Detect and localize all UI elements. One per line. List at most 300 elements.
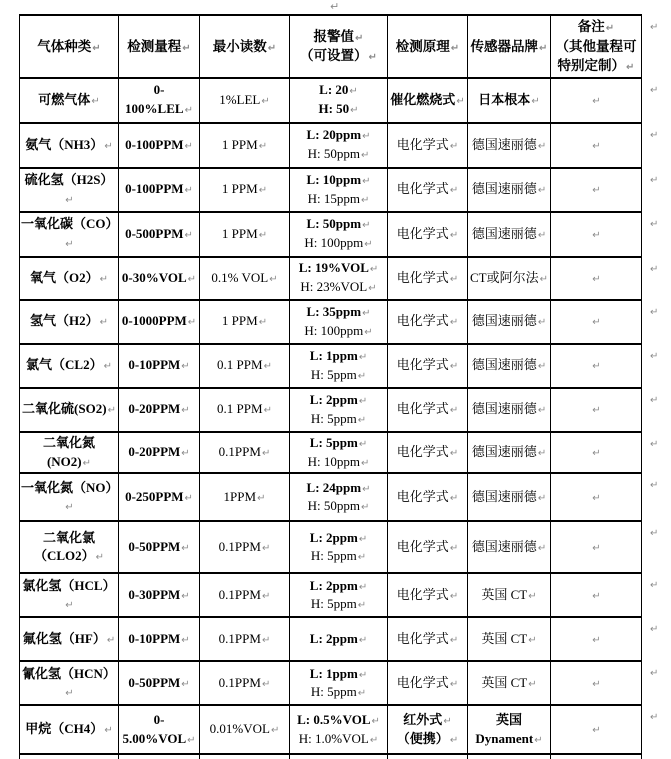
paragraph-mark-icon: ↵ — [528, 590, 537, 602]
cell-text: 德国速丽德 — [471, 313, 537, 329]
row-end-mark — [642, 257, 666, 300]
cell-text: L: 35ppm — [306, 303, 362, 319]
cell-paragraph — [469, 180, 549, 199]
paragraph-mark-icon: ↵ — [91, 95, 100, 107]
table-row — [20, 78, 666, 123]
paragraph-mark-icon: ↵ — [449, 273, 459, 285]
cell-text: 德国速丽德 — [471, 401, 537, 417]
cell-text: （可设置） — [300, 48, 368, 64]
cell-principle — [388, 432, 468, 474]
paragraph-mark-icon: ↵ — [592, 678, 601, 690]
paragraph-mark-icon: ↵ — [184, 492, 193, 504]
paragraph-mark-icon: ↵ — [592, 492, 601, 504]
cell-principle — [388, 573, 468, 617]
cell-paragraph — [21, 479, 117, 517]
table-row — [20, 257, 666, 300]
cell-paragraph — [469, 488, 549, 507]
cell-paragraph — [469, 674, 549, 693]
cell-gas — [20, 661, 119, 705]
paragraph-mark-icon: ↵ — [626, 62, 635, 74]
table-row — [20, 432, 666, 474]
paragraph-mark-icon: ↵ — [592, 185, 601, 197]
paragraph-mark-icon: ↵ — [537, 229, 547, 241]
cell-paragraph — [21, 312, 117, 331]
cell-paragraph — [389, 538, 466, 557]
cell-paragraph — [21, 356, 117, 375]
paragraph-mark-icon: ↵ — [650, 22, 659, 33]
cell-alarm — [290, 212, 388, 257]
cell-paragraph — [291, 171, 386, 190]
cell-paragraph — [291, 259, 386, 278]
cell-paragraph — [291, 46, 386, 66]
cell-range — [119, 257, 200, 300]
cell-text: 氢气（H2） — [29, 313, 99, 329]
cell-principle — [388, 521, 468, 573]
paragraph-mark-icon: ↵ — [103, 361, 112, 373]
cell-min-reading — [200, 78, 290, 123]
paragraph-mark-icon: ↵ — [358, 395, 368, 407]
table-row — [20, 705, 666, 754]
paragraph-mark-icon: ↵ — [181, 678, 190, 690]
cell-paragraph — [120, 711, 198, 749]
cell-principle — [388, 705, 468, 754]
table-row — [20, 388, 666, 432]
paragraph-mark-icon: ↵ — [650, 480, 659, 492]
cell-text: H: 23%VOL — [300, 279, 368, 295]
cell-gas — [20, 705, 119, 754]
header-principle — [388, 15, 468, 78]
paragraph-mark-icon: ↵ — [592, 634, 601, 646]
paragraph-mark-icon: ↵ — [362, 131, 371, 143]
paragraph-mark-icon: ↵ — [65, 502, 74, 514]
paragraph-mark-icon: ↵ — [261, 542, 271, 554]
paragraph-mark-icon: ↵ — [269, 273, 278, 285]
paragraph-mark-icon: ↵ — [184, 229, 193, 241]
cell-paragraph — [120, 136, 198, 155]
cell-min-reading — [200, 617, 290, 661]
cell-paragraph — [552, 180, 640, 199]
cell-paragraph — [291, 410, 386, 429]
cell-text: 1%LEL — [219, 91, 261, 107]
paragraph-mark-icon: ↵ — [369, 734, 379, 746]
cell-text: 红外式 — [403, 712, 443, 728]
cell-text: 0-20PPM — [128, 444, 181, 460]
paragraph-mark-icon: ↵ — [443, 716, 452, 728]
cell-paragraph — [201, 674, 288, 693]
cell-brand — [468, 754, 551, 759]
cell-text: 电化学式 — [396, 488, 449, 504]
cell-paragraph — [552, 488, 640, 507]
cell-text: 氨气（NH3） — [25, 136, 104, 152]
cell-text: L: 20ppm — [306, 127, 362, 143]
paragraph-mark-icon: ↵ — [261, 448, 271, 460]
paragraph-mark-icon: ↵ — [181, 634, 190, 646]
paragraph-mark-icon: ↵ — [350, 105, 359, 117]
cell-paragraph — [552, 225, 640, 244]
cell-range — [119, 661, 200, 705]
paragraph-mark-icon: ↵ — [181, 590, 190, 602]
paragraph-mark-icon: ↵ — [537, 542, 547, 554]
cell-text: L: 2ppm — [309, 391, 358, 407]
header-brand — [468, 15, 551, 78]
paragraph-mark-icon: ↵ — [184, 185, 193, 197]
cell-alarm — [290, 123, 388, 168]
cell-paragraph — [389, 711, 466, 730]
cell-paragraph — [201, 538, 288, 557]
paragraph-mark-icon: ↵ — [181, 542, 190, 554]
cell-text: 电化学式 — [396, 136, 449, 152]
cell-paragraph — [469, 136, 549, 155]
cell-text: CT或阿尔法 — [469, 269, 539, 285]
cell-paragraph — [291, 234, 386, 253]
cell-paragraph — [469, 225, 549, 244]
cell-gas — [20, 388, 119, 432]
row-end-mark — [642, 573, 666, 617]
paragraph-mark-icon: ↵ — [95, 552, 105, 564]
cell-paragraph — [469, 91, 549, 110]
cell-paragraph — [201, 356, 288, 375]
paragraph-mark-icon: ↵ — [537, 185, 547, 197]
cell-remark — [551, 388, 642, 432]
cell-paragraph — [291, 126, 386, 145]
paragraph-mark-icon: ↵ — [258, 185, 268, 197]
paragraph-mark-icon: ↵ — [449, 590, 459, 602]
cell-paragraph — [21, 665, 117, 703]
cell-text: 一氧化氮（NO） — [21, 479, 119, 495]
cell-text: 0.1PPM — [218, 630, 261, 646]
cell-paragraph — [389, 443, 466, 462]
cell-text: L: 2ppm — [309, 630, 358, 646]
cell-paragraph — [201, 136, 288, 155]
table-row — [20, 168, 666, 212]
cell-paragraph — [291, 278, 386, 297]
paragraph-mark-icon: ↵ — [537, 361, 547, 373]
gas-spec-table — [19, 14, 666, 759]
cell-principle — [388, 661, 468, 705]
table-body — [20, 78, 666, 759]
row-end-mark — [642, 168, 666, 212]
paragraph-mark-icon: ↵ — [450, 42, 460, 54]
cell-paragraph — [201, 225, 288, 244]
paragraph-mark-icon: ↵ — [362, 307, 371, 319]
table-row — [20, 617, 666, 661]
header-range — [119, 15, 200, 78]
paragraph-mark-icon: ↵ — [449, 734, 459, 746]
paragraph-mark-icon: ↵ — [357, 688, 367, 700]
paragraph-mark-icon: ↵ — [364, 326, 373, 338]
cell-remark — [551, 705, 642, 754]
cell-text: 甲烷（CH4） — [25, 721, 104, 737]
paragraph-mark-icon: ↵ — [537, 448, 547, 460]
cell-text: 0-100PPM — [125, 181, 184, 197]
cell-text: L: 19%VOL — [298, 260, 369, 276]
cell-paragraph — [552, 356, 640, 375]
paragraph-mark-icon: ↵ — [360, 194, 370, 206]
paragraph-mark-icon: ↵ — [357, 600, 367, 612]
paragraph-mark-icon: ↵ — [650, 394, 659, 406]
paragraph-mark-icon: ↵ — [358, 669, 368, 681]
cell-paragraph — [120, 356, 198, 375]
cell-text: 0.1PPM — [218, 674, 261, 690]
paragraph-mark-icon: ↵ — [537, 492, 547, 504]
paragraph-mark-icon: ↵ — [258, 317, 268, 329]
table-row — [20, 344, 666, 388]
cell-text: 氧气（O2） — [29, 269, 99, 285]
cell-paragraph — [291, 711, 386, 730]
cell-remark — [551, 212, 642, 257]
paragraph-mark-icon: ↵ — [539, 273, 548, 285]
cell-paragraph — [201, 720, 288, 739]
paragraph-mark-icon: ↵ — [263, 405, 272, 417]
row-end-mark — [642, 705, 666, 754]
cell-remark — [551, 754, 642, 759]
cell-paragraph — [21, 37, 117, 57]
cell-range — [119, 705, 200, 754]
cell-paragraph — [552, 586, 640, 605]
paragraph-mark-icon: ↵ — [592, 229, 601, 241]
paragraph-mark-icon: ↵ — [592, 140, 601, 152]
cell-paragraph — [120, 488, 198, 507]
cell-text: 二氧化氯（CLO2） — [33, 529, 95, 564]
cell-min-reading — [200, 168, 290, 212]
paragraph-mark-icon: ↵ — [449, 448, 459, 460]
cell-brand — [468, 617, 551, 661]
cell-range — [119, 473, 200, 521]
cell-brand — [468, 432, 551, 474]
paragraph-mark-icon: ↵ — [261, 634, 271, 646]
row-end-mark — [642, 617, 666, 661]
cell-paragraph — [469, 356, 549, 375]
cell-paragraph — [389, 356, 466, 375]
paragraph-mark-icon: ↵ — [261, 95, 270, 107]
cell-remark — [551, 432, 642, 474]
cell-paragraph — [291, 577, 386, 596]
paragraph-mark-icon: ↵ — [65, 194, 74, 206]
paragraph-mark-icon: ↵ — [184, 105, 193, 117]
cell-gas — [20, 521, 119, 573]
paragraph-mark-icon: ↵ — [368, 283, 377, 295]
cell-text: 电化学式 — [396, 181, 449, 197]
cell-paragraph — [21, 171, 117, 209]
cell-paragraph — [21, 630, 117, 649]
cell-alarm — [290, 661, 388, 705]
cell-text: 氰化氢（HCN） — [22, 665, 116, 681]
cell-text: L: 10ppm — [306, 171, 362, 187]
cell-alarm — [290, 388, 388, 432]
cell-paragraph — [201, 586, 288, 605]
paragraph-mark-icon: ↵ — [181, 405, 190, 417]
cell-text: 备注 — [577, 19, 605, 34]
cell-text: 0-50PPM — [128, 538, 181, 554]
cell-paragraph — [201, 91, 288, 110]
cell-text: 电化学式 — [396, 586, 449, 602]
paragraph-mark-icon: ↵ — [349, 86, 358, 98]
cell-text: 可燃气体 — [38, 91, 91, 107]
cell-paragraph — [21, 91, 117, 110]
cell-paragraph — [291, 145, 386, 164]
cell-text: L: 50ppm — [306, 216, 362, 232]
row-end-mark — [642, 473, 666, 521]
cell-text: 英国 Dynament — [475, 712, 534, 746]
cell-paragraph — [120, 180, 198, 199]
cell-paragraph — [552, 630, 640, 649]
cell-paragraph — [389, 674, 466, 693]
paragraph-mark-icon: ↵ — [187, 273, 197, 285]
cell-paragraph — [552, 538, 640, 557]
cell-text: L: 24ppm — [306, 479, 362, 495]
cell-range — [119, 123, 200, 168]
paragraph-mark-icon: ↵ — [650, 174, 659, 186]
cell-paragraph — [469, 711, 549, 749]
cell-paragraph — [389, 488, 466, 507]
cell-paragraph — [389, 269, 466, 288]
cell-paragraph — [389, 630, 466, 649]
paragraph-mark-icon: ↵ — [650, 580, 659, 592]
cell-text: H: 5ppm — [310, 366, 357, 382]
paragraph-mark-icon: ↵ — [368, 52, 377, 64]
cell-paragraph — [469, 37, 549, 57]
cell-range — [119, 300, 200, 344]
cell-gas — [20, 123, 119, 168]
cell-text: 英国 CT — [481, 586, 528, 602]
cell-paragraph — [291, 595, 386, 614]
cell-text: 德国速丽德 — [471, 444, 537, 460]
cell-paragraph — [291, 434, 386, 453]
paragraph-mark-icon: ↵ — [456, 95, 465, 107]
cell-text: 一氧化碳（CO） — [21, 216, 119, 232]
paragraph-mark-icon: ↵ — [449, 678, 459, 690]
cell-text: 0-30%VOL — [121, 269, 187, 285]
paragraph-mark-icon: ↵ — [531, 95, 540, 107]
paragraph-mark-icon: ↵ — [99, 273, 108, 285]
cell-min-reading — [200, 661, 290, 705]
row-end-mark — [642, 388, 666, 432]
cell-paragraph — [291, 303, 386, 322]
table-row — [20, 123, 666, 168]
paragraph-mark-icon: ↵ — [592, 405, 601, 417]
cell-text: 1 PPM — [221, 225, 258, 241]
paragraph-mark-icon: ↵ — [360, 502, 370, 514]
paragraph-mark-icon: ↵ — [263, 361, 272, 373]
paragraph-mark-icon: ↵ — [449, 229, 459, 241]
cell-text: 0.1PPM — [218, 538, 261, 554]
cell-text: 德国速丽德 — [471, 357, 537, 373]
cell-alarm — [290, 617, 388, 661]
cell-paragraph — [120, 674, 198, 693]
cell-text: 日本根本 — [478, 91, 531, 107]
paragraph-mark-icon: ↵ — [357, 370, 367, 382]
cell-min-reading — [200, 521, 290, 573]
cell-paragraph — [552, 443, 640, 462]
cell-principle — [388, 212, 468, 257]
cell-range — [119, 521, 200, 573]
paragraph-mark-icon: ↵ — [592, 725, 601, 737]
cell-gas — [20, 617, 119, 661]
cell-text: 德国速丽德 — [471, 181, 537, 197]
paragraph-mark-icon: ↵ — [650, 350, 659, 362]
cell-paragraph — [291, 479, 386, 498]
paragraph-mark-icon: ↵ — [107, 405, 116, 417]
paragraph-mark-icon: ↵ — [605, 23, 615, 34]
cell-text: 氯气（CL2） — [26, 357, 103, 373]
cell-text: H: 50ppm — [307, 498, 360, 514]
cell-text: 1 PPM — [221, 181, 258, 197]
cell-text: 电化学式 — [396, 401, 449, 417]
paragraph-mark-icon: ↵ — [362, 220, 371, 232]
cell-principle — [388, 78, 468, 123]
cell-text: 0-500PPM — [125, 225, 184, 241]
cell-text: L: 2ppm — [309, 529, 358, 545]
cell-paragraph — [389, 730, 466, 749]
paragraph-mark-icon: ↵ — [371, 716, 380, 728]
cell-paragraph — [21, 720, 117, 739]
cell-text: 1PPM — [223, 488, 257, 504]
paragraph-mark-icon: ↵ — [650, 263, 659, 275]
cell-brand — [468, 661, 551, 705]
cell-range — [119, 754, 200, 759]
paragraph-mark-icon: ↵ — [270, 725, 280, 737]
cell-remark — [551, 123, 642, 168]
cell-text: 电化学式 — [396, 269, 449, 285]
cell-text: 硫化氢（H2S） — [24, 171, 114, 187]
cell-principle — [388, 168, 468, 212]
paragraph-mark-icon: ↵ — [360, 457, 370, 469]
cell-text: 0-5.00%VOL — [122, 712, 187, 746]
cell-text: 电化学式 — [396, 357, 449, 373]
cell-principle — [388, 344, 468, 388]
cell-paragraph — [291, 27, 386, 47]
cell-text: 德国速丽德 — [471, 136, 537, 152]
row-end-mark — [642, 754, 666, 759]
cell-brand — [468, 123, 551, 168]
cell-text: 0-1000PPM — [121, 313, 187, 329]
cell-text: 1 PPM — [221, 136, 258, 152]
cell-text: 气体种类 — [37, 38, 92, 54]
paragraph-mark-icon: ↵ — [592, 542, 601, 554]
paragraph-mark-icon: ↵ — [358, 634, 368, 646]
cell-paragraph — [120, 312, 198, 331]
paragraph-mark-icon: ↵ — [592, 590, 601, 602]
cell-remark — [551, 573, 642, 617]
cell-paragraph — [120, 269, 198, 288]
table-row — [20, 573, 666, 617]
cell-text: 二氧化硫(SO2) — [22, 401, 107, 417]
cell-brand — [468, 344, 551, 388]
cell-text: 二氧化氮(NO2) — [42, 434, 95, 469]
cell-paragraph — [120, 443, 198, 462]
row-end-mark — [642, 521, 666, 573]
cell-text: 电化学式 — [396, 225, 449, 241]
cell-text: 传感器品牌 — [470, 38, 539, 54]
cell-paragraph — [21, 215, 117, 253]
cell-paragraph — [21, 269, 117, 288]
cell-min-reading — [200, 754, 290, 759]
cell-remark — [551, 300, 642, 344]
cell-brand — [468, 257, 551, 300]
cell-text: H: 100ppm — [304, 235, 364, 251]
table-header — [20, 15, 666, 78]
cell-paragraph — [120, 37, 198, 57]
paragraph-mark-icon: ↵ — [261, 590, 271, 602]
cell-paragraph — [469, 312, 549, 331]
paragraph-mark-icon: ↵ — [364, 239, 373, 251]
paragraph-mark-icon: ↵ — [449, 405, 459, 417]
cell-alarm — [290, 300, 388, 344]
cell-alarm — [290, 168, 388, 212]
cell-gas — [20, 257, 119, 300]
cell-text: L: 1ppm — [309, 347, 358, 363]
cell-paragraph — [21, 434, 117, 472]
